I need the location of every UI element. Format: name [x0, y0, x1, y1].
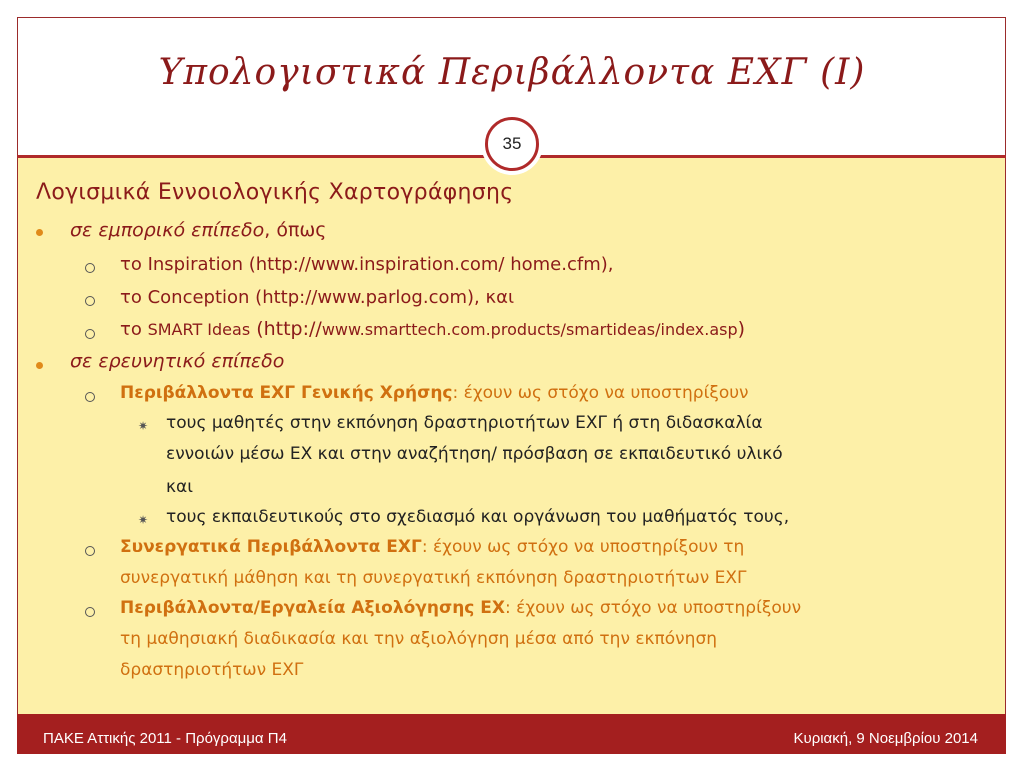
- item-name: SMART Ideas: [147, 320, 251, 339]
- students-subitem-line2: εννοιών μέσω ΕΧ και στην αναζήτηση/ πρόσβαση σε εκπαιδευτικό υλικό: [166, 444, 783, 464]
- ring-bullet-icon: [85, 392, 95, 402]
- collaborative-item: [120, 537, 744, 557]
- item-prefix: το: [120, 287, 148, 308]
- item-name: Conception (http://www.parlog.com), και: [147, 287, 515, 308]
- assessment-item-line3: δραστηριοτήτων ΕΧΓ: [120, 660, 304, 680]
- collab-desc: : έχουν ως στόχο να υποστηρίξουν τη: [421, 537, 745, 557]
- commercial-suffix: , όπως: [264, 219, 327, 241]
- software-item-smart-ideas: [120, 318, 745, 340]
- students-subitem-line1: τους μαθητές στην εκπόνηση δραστηριοτήτων ΕΧΓ ή στη διδασκαλία: [166, 413, 763, 433]
- bullet-dot-icon: [36, 362, 43, 369]
- bullet-dot-icon: [36, 229, 43, 236]
- commercial-level-item: [70, 219, 326, 241]
- ring-bullet-icon: [85, 263, 95, 273]
- general-title: Περιβάλλοντα ΕΧΓ Γενικής Χρήσης: [120, 383, 453, 403]
- item-url: www.smarttech.com.products/smartideas/index.asp: [321, 320, 738, 339]
- ring-bullet-icon: [85, 329, 95, 339]
- collab-title: Συνεργατικά Περιβάλλοντα ΕΧΓ: [120, 537, 422, 557]
- corner-slide-number: 35: [20, 146, 32, 157]
- general-purpose-item: [120, 383, 749, 403]
- assessment-item: [120, 598, 801, 618]
- assess-desc: : έχουν ως στόχο να υποστηρίξουν: [505, 598, 802, 618]
- item-name: Inspiration (http://www.inspiration.com/ home.cfm),: [147, 254, 614, 275]
- item-paren-open: (http://: [250, 318, 322, 340]
- star-bullet-icon: ✷: [138, 513, 149, 527]
- assessment-item-line2: τη μαθησιακή διαδικασία και την αξιολόγηση μέσα από την εκπόνηση: [120, 629, 718, 649]
- collaborative-item-line2: συνεργατική μάθηση και τη συνεργατική εκπόνηση δραστηριοτήτων ΕΧΓ: [120, 568, 747, 588]
- footer-date: Κυριακή, 9 Νοεμβρίου 2014: [793, 730, 978, 747]
- footer-left-text: ΠΑΚΕ Αττικής 2011 - Πρόγραμμα Π4: [43, 730, 287, 747]
- assess-title: Περιβάλλοντα/Εργαλεία Αξιολόγησης ΕΧ: [120, 598, 506, 618]
- slide-number: 35: [502, 134, 522, 153]
- ring-bullet-icon: [85, 607, 95, 617]
- general-desc: : έχουν ως στόχο να υποστηρίξουν: [452, 383, 749, 403]
- commercial-label: σε εμπορικό επίπεδο: [70, 219, 265, 241]
- research-level-label: σε ερευνητικό επίπεδο: [70, 350, 285, 372]
- content-heading: Λογισμικά Εννοιολογικής Χαρτογράφησης: [36, 180, 514, 205]
- software-item-inspiration: [120, 254, 613, 275]
- slide-number-badge: [485, 117, 539, 171]
- slide-title: Υπολογιστικά Περιβάλλοντα ΕΧΓ (Ι): [158, 52, 866, 93]
- star-bullet-icon: ✷: [138, 419, 149, 433]
- ring-bullet-icon: [85, 546, 95, 556]
- teachers-subitem: τους εκπαιδευτικούς στο σχεδιασμό και οργάνωση του μαθήματός τους,: [166, 507, 790, 527]
- item-prefix: το: [120, 319, 148, 340]
- ring-bullet-icon: [85, 296, 95, 306]
- item-prefix: το: [120, 254, 148, 275]
- software-item-conception: [120, 287, 514, 308]
- item-paren-close: ): [737, 318, 746, 340]
- students-subitem-line3: και: [166, 477, 193, 497]
